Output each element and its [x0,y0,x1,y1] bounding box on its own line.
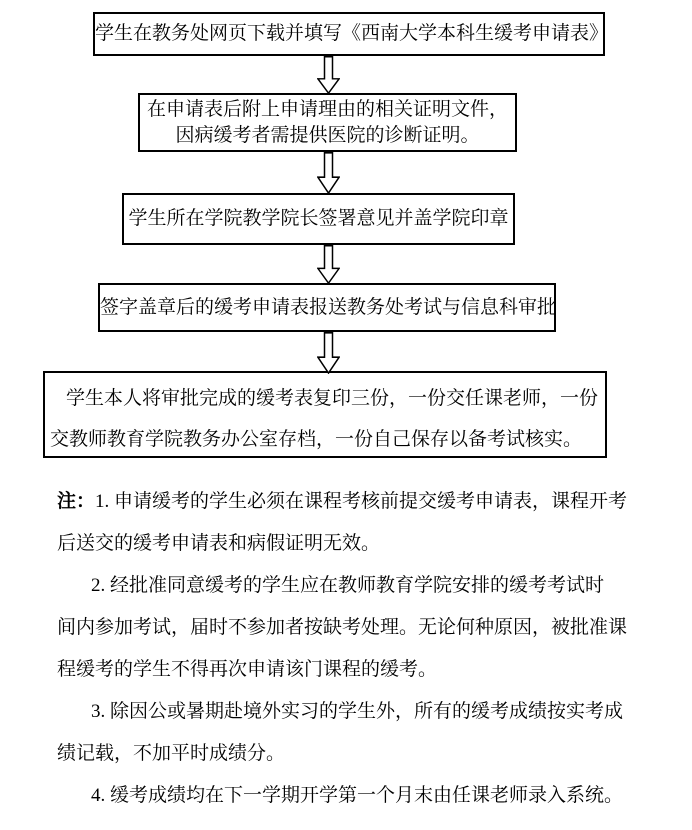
down-arrow-icon [317,152,340,194]
down-arrow-icon [317,56,340,94]
down-arrow-icon [317,332,340,374]
note-1-line [57,481,649,523]
flow-step-2-text: 在申请表后附上申请理由的相关证明文件， [146,98,508,120]
note-2-line: 程缓考的学生不得再次申请该门课程的缓考。 [57,659,438,680]
flow-step-4 [98,283,556,332]
note-3-line: 3. 除因公或暑期赴境外实习的学生外，所有的缓考成绩按实考成 [91,701,624,722]
flow-step-2 [138,93,517,152]
flow-step-4-text: 签字盖章后的缓考申请表报送教务处考试与信息科审批 [100,296,557,318]
notes-label: 注： [57,491,96,512]
flow-step-5-text: 学生本人将审批完成的缓考表复印三份，一份交任课老师，一份 [66,388,599,409]
down-arrow-icon [317,245,340,284]
note-1-line: 后送交的缓考申请表和病假证明无效。 [57,533,381,554]
note-4-line: 4. 缓考成绩均在下一学期开学第一个月末由任课老师录入系统。 [91,785,624,806]
flow-step-3 [122,193,515,245]
flow-step-5-text: 交教师教育学院教务办公室存档，一份自己保存以备考试核实。 [50,429,583,450]
note-3-line: 绩记载，不加平时成绩分。 [57,743,286,764]
flow-step-3-text: 学生所在学院教学院长签署意见并盖学院印章 [128,208,509,229]
note-2-line: 2. 经批准同意缓考的学生应在教师教育学院安排的缓考考试时 [91,575,605,596]
flow-step-1-text: 学生在教务处网页下载并填写《西南大学本科生缓考申请表》 [95,23,609,44]
notes-section [57,481,649,817]
flow-step-5 [43,371,607,458]
note-1-text: 1. 申请缓考的学生必须在课程考核前提交缓考申请表，课程开考 [95,491,628,512]
flow-step-1 [93,12,609,56]
note-2-line: 间内参加考试，届时不参加者按缺考处理。无论何种原因，被批准课 [57,617,628,638]
flow-step-2-text: 因病缓考者需提供医院的诊断证明。 [175,124,480,146]
